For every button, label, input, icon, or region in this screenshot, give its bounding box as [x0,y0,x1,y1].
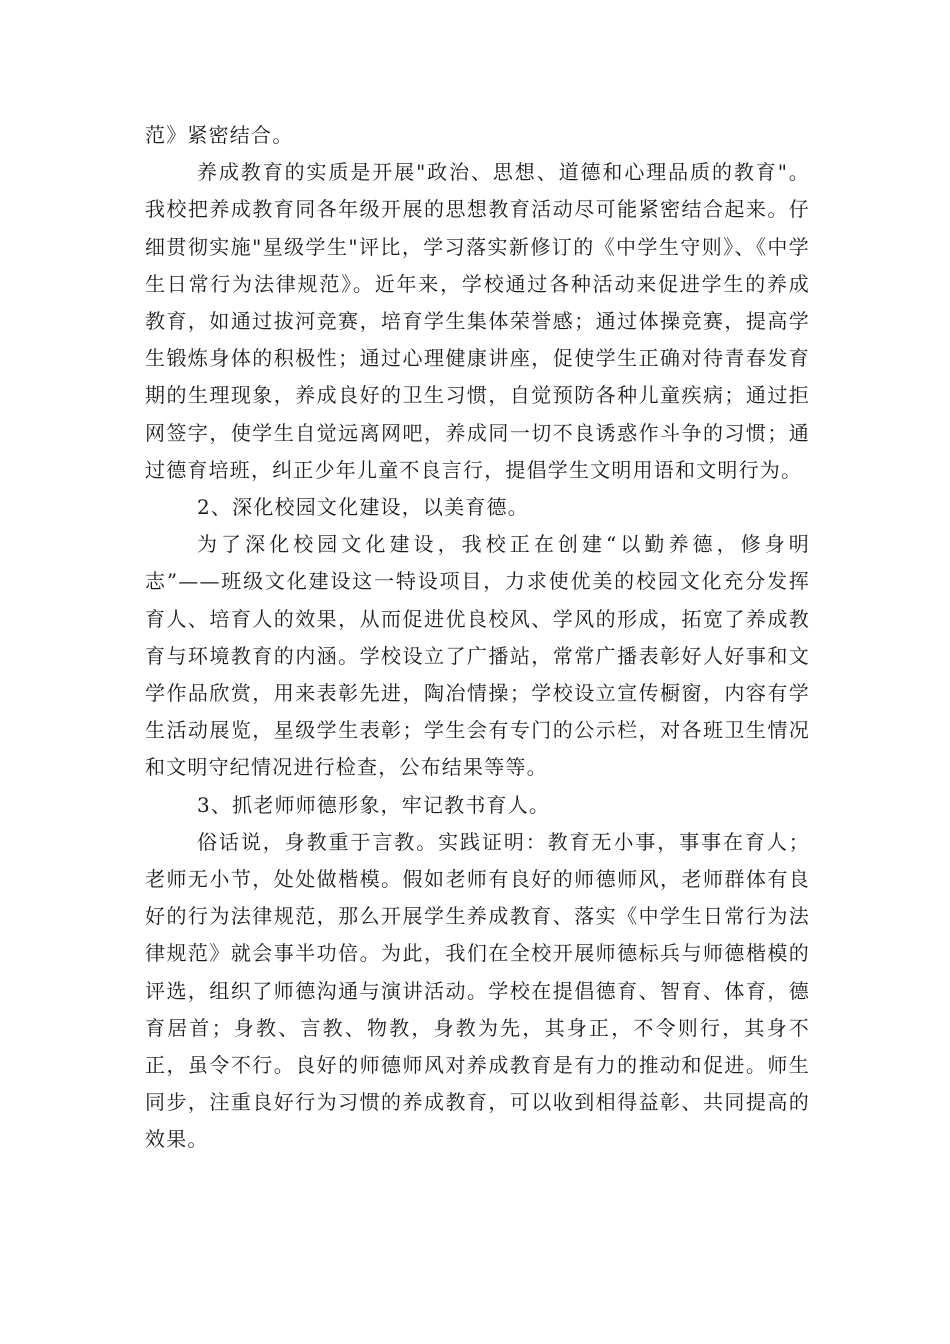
paragraph-campus-culture: 为了深化校园文化建设，我校正在创建“以勤养德，修身明志”——班级文化建设这一特设项目，力求使优美的校园文化充分发挥育人、培育人的效果，从而促进优良校风、学风的形成，拓宽了养成教育与环境教育的内涵。学校设立了广播站，常常广播表彰好人好事和文学作品欣赏，用来表彰先进，陶冶情操；学校设立宣传橱窗，内容有学生活动展览，星级学生表彰；学生会有专门的公示栏，对各班卫生情况和文明守纪情况进行检查，公布结果等等。 [145,532,810,780]
section-heading-campus-culture: 2、深化校园文化建设，以美育德。 [197,495,529,520]
paragraph-habit-education: 养成教育的实质是开展"政治、思想、道德和心理品质的教育"。我校把养成教育同各年级开展的思想教育活动尽可能紧密结合起来。仔细贯彻实施"星级学生"评比，学习落实新修订的《中学生守则》、《中学生日常行为法律规范》。近年来，学校通过各种活动来促进学生的养成教育，如通过拔河竞赛，培育学生集体荣誉感；通过体操竞赛，提高学生锻炼身体的积极性；通过心理健康讲座，促使学生正确对待青春发育期的生理现象，养成良好的卫生习惯，自觉预防各种儿童疾病；通过拒网签字，使学生自觉远离网吧，养成同一切不良诱惑作斗争的习惯；通过德育培班，纠正少年儿童不良言行，提倡学生文明用语和文明行为。 [145,160,810,482]
paragraph-teacher-ethics: 俗话说，身教重于言教。实践证明：教育无小事，事事在育人；老师无小节，处处做楷模。假如老师有良好的师德师风，老师群体有良好的行为法律规范，那么开展学生养成教育、落实《中学生日常行为法律规范》就会事半功倍。为此，我们在全校开展师德标兵与师德楷模的评选，组织了师德沟通与演讲活动。学校在提倡德育、智育、体育，德育居首；身教、言教、物教，身教为先，其身正，不令则行，其身不正，虽令不行。良好的师德师风对养成教育是有力的推动和促进。师生同步，注重良好行为习惯的养成教育，可以收到相得益彰、共同提高的效果。 [145,829,810,1152]
document-body [145,117,810,1159]
section-heading-teacher-ethics: 3、抓老师师德形象，牢记教书育人。 [197,792,551,817]
paragraph-continuation: 范》紧密结合。 [145,123,294,147]
